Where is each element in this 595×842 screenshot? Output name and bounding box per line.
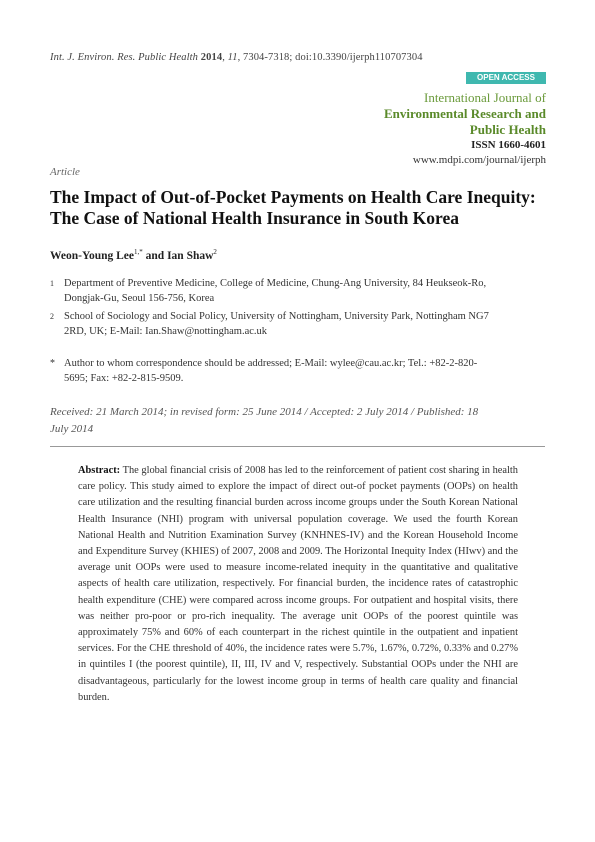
abstract-text: The global financial crisis of 2008 has led to the reinforcement of patient cost sharing in health care policy. This study aimed to explore the impact of direct out-of pocket payments (OOPs) on health care utilization and the resulting financial burden across income groups under the South Korean National Health Insurance (NHI) program with universal population coverage. We used the fourth Korean National Health and Nutrition Examination Survey (KNHNES-IV) and the Korean Household Income and Expenditure Survey (KHIES) of 2007, 2008 and 2009. The Horizontal Inequity Index (HIwv) and the average unit OOPs were used to measure income-related inequity in the quantitative and qualitative aspects of health care utilization, respectively. For financial burden, the incidence rates of catastrophic health expenditure (CHE) were compared across income groups. For outpatient and hospital visits, there was neither pro-poor or pro-rich inequality. The average unit OOPs of the poorest quintile was approximately 75% and 60% of each counterpart in the richest quintile in the outpatient and inpatient services. For the CHE threshold of 40%, the incidence rates were 5.7%, 1.67%, 0.72%, 0.33% and 0.27% in quintiles I (the poorest quintile), II, III, IV and V, respectively. Substantial OOPs under the NHI are disadvantageous, particularly for the lowest income group in terms of health care quality and financial burden. [78,465,518,703]
author-name: Ian Shaw [167,249,214,262]
open-access-badge: OPEN ACCESS [466,72,546,84]
affiliation-1 [50,276,490,306]
authors-conjunction: and [145,249,165,262]
affiliation-text: Author to whom correspondence should be addressed; E-Mail: wylee@cau.ac.kr; Tel.: +82-2-820-5695; Fax: +82-2-815-9509. [64,358,478,384]
journal-block [384,90,546,168]
affiliation-mark: * [50,358,55,369]
affiliation-2 [50,309,490,339]
journal-url[interactable]: www.mdpi.com/journal/ijerph [412,154,546,166]
affiliation-mark: 1 [50,279,54,288]
article-title: The Impact of Out-of-Pocket Payments on Health Care Inequity: The Case of National Health Insurance in South Korea [50,187,536,228]
correspondence-note [50,356,490,386]
abstract [78,463,518,706]
issn: ISSN 1660-4601 [471,139,546,151]
divider [50,446,545,447]
journal-name-line1: International Journal of [423,90,546,105]
journal-name-line2: Environmental Research and [383,106,546,121]
author-mark: 2 [213,248,217,256]
citation-volume: 11 [227,52,238,63]
authors [50,248,217,262]
article-type: Article [50,166,80,178]
author-mark: 1,* [134,248,143,256]
citation-journal: Int. J. Environ. Res. Public Health [50,52,199,63]
citation-year: 2014 [200,52,223,63]
affiliation-text: Department of Preventive Medicine, College of Medicine, Chung-Ang University, 84 Heukseok-Ro, Dongjak-Gu, Seoul 156-756, Korea [64,278,487,304]
abstract-label: Abstract: [78,465,121,476]
citation-line: Int. J. Environ. Res. Public Health 2014, 11, 7304-7318; doi:10.3390/ijerph110707304 [50,52,423,63]
publication-dates: Received: 21 March 2014; in revised form: 25 June 2014 / Accepted: 2 July 2014 / Published: 18 July 2014 [50,406,479,435]
author-name: Weon-Young Lee [50,249,135,262]
affiliation-mark: 2 [50,312,54,321]
journal-name-line3: Public Health [469,122,546,137]
citation-rest: , 7304-7318; doi:10.3390/ijerph110707304 [237,52,423,63]
affiliation-text: School of Sociology and Social Policy, University of Nottingham, University Park, Nottingham NG7 2RD, UK; E-Mail: Ian.Shaw@nottingham.ac.uk [64,311,489,337]
